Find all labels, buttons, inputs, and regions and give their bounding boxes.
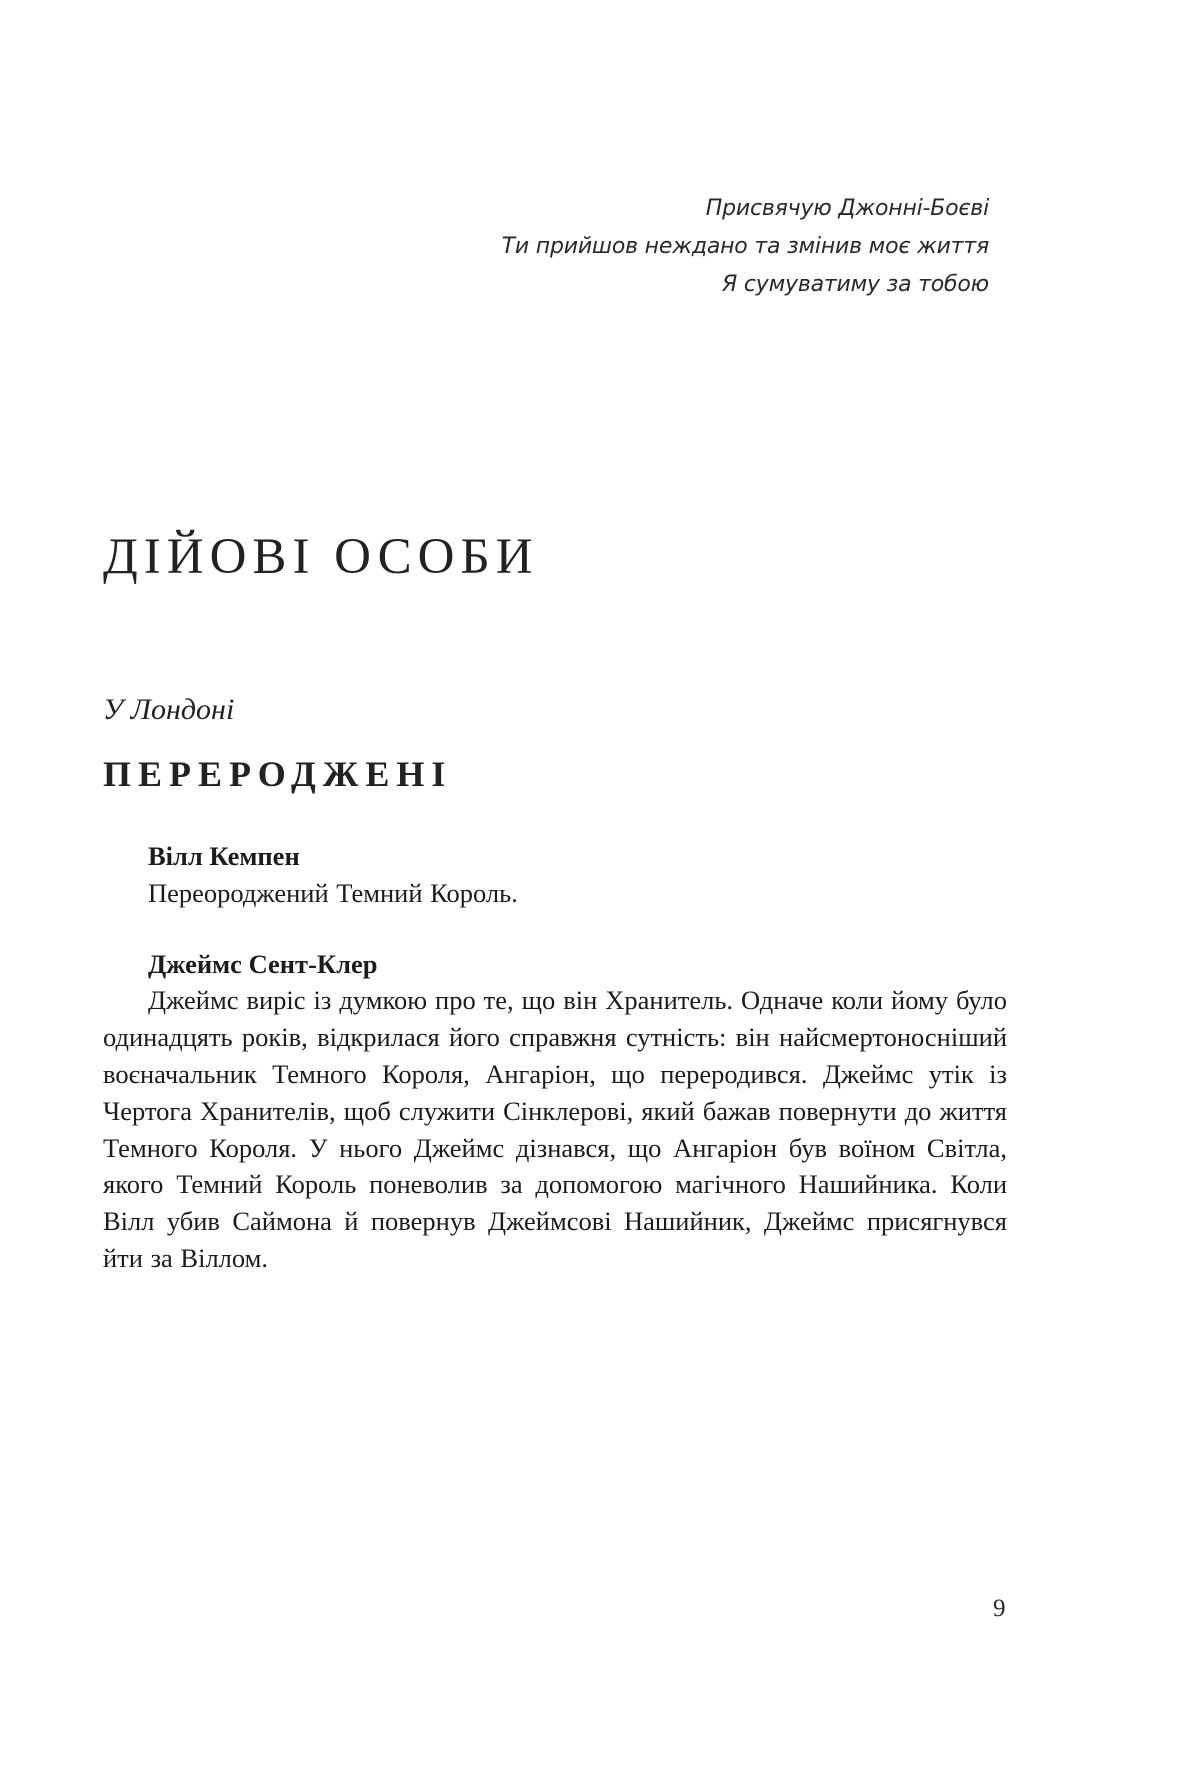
- dedication-epigraph: [502, 190, 989, 304]
- dedication-line: Присвячую Джонні-Боєві: [705, 196, 989, 221]
- character-entry: [103, 946, 1007, 1277]
- location-subtitle: У Лондоні: [103, 693, 235, 726]
- character-description: Джеймс виріс із думкою про те, що він Хранитель. Одначе коли йому було одинадцять років, відкрилася його справжня сутність: він найсмертоносніший воєначальник Темного Короля, Ангаріон, що переродився. Джеймс утік із Чертога Хранителів, щоб служити Сінклерові, який бажав повернути до життя Темного Короля. У нього Джеймс дізнався, що Ангаріон був воїном Світла, якого Темний Король поневолив за допомогою магічного Нашийника. Коли Вілл убив Саймона й повернув Джеймсові Нашийник, Джеймс присягнувся йти за Віллом.: [103, 985, 1007, 1273]
- character-entry: [103, 838, 1007, 912]
- character-name: Джеймс Сент-Клер: [148, 948, 378, 979]
- dedication-line: Я сумуватиму за тобою: [722, 272, 989, 297]
- group-title: ПЕРЕРОДЖЕНІ: [103, 754, 453, 794]
- character-description: Переороджений Темний Король.: [148, 877, 518, 908]
- dedication-line: Ти прийшов неждано та змінив моє життя: [501, 234, 989, 259]
- character-name: Вілл Кемпен: [148, 841, 300, 871]
- page-number: 9: [993, 1595, 1006, 1622]
- character-list: [103, 838, 1007, 1311]
- section-title: ДІЙОВІ ОСОБИ: [103, 529, 539, 585]
